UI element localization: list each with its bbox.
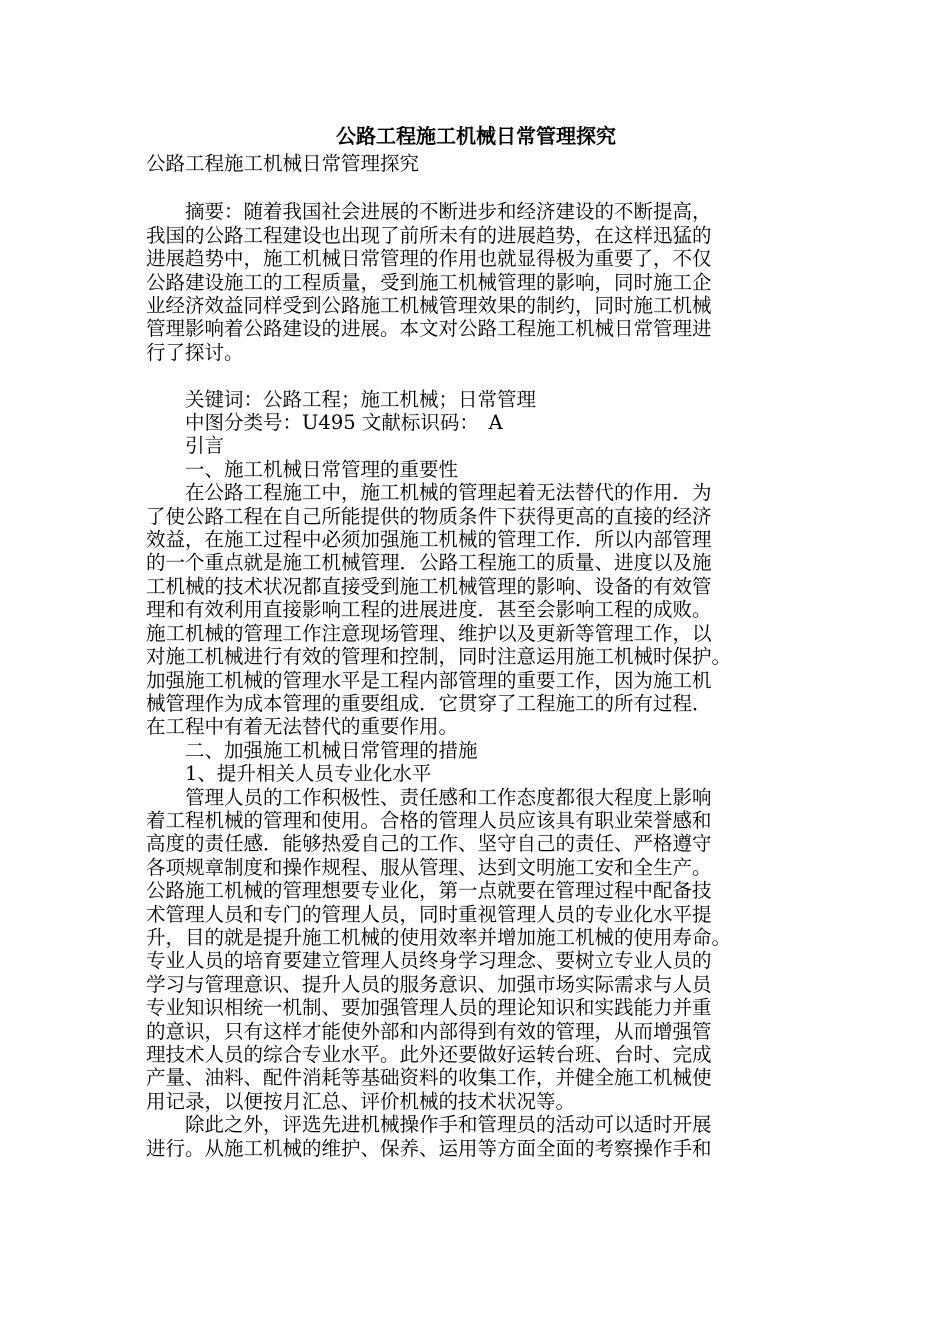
body-line: 各项规章制度和操作规程、服从管理、达到文明施工安和全生产。 (146, 855, 712, 879)
body-line: 了使公路工程在自己所能提供的物质条件下获得更高的直接的经济 (146, 504, 712, 528)
subsection-heading: 1、提升相关人员专业化水平 (146, 762, 432, 786)
body-line: 术管理人员和专门的管理人员，同时重视管理人员的专业化水平提 (146, 902, 712, 926)
section2-paragraph (146, 786, 806, 1114)
section3-paragraph (146, 1113, 806, 1160)
document-page (146, 121, 806, 1160)
blank-line (146, 364, 806, 387)
body-line: 产量、油料、配件消耗等基础资料的收集工作，并健全施工机械使 (146, 1066, 712, 1090)
section-heading: 二、加强施工机械日常管理的措施 (146, 738, 478, 762)
abstract-line: 公路建设施工的工程质量，受到施工机械管理的影响，同时施工企 (146, 270, 712, 294)
document-subtitle: 公路工程施工机械日常管理探究 (146, 152, 420, 175)
abstract-line: 摘要：随着我国社会进展的不断进步和经济建设的不断提高， (146, 200, 712, 224)
classification-line: 中图分类号：U495 文献标识码： A (146, 411, 503, 435)
body-line: 械管理作为成本管理的重要组成．它贯穿了工程施工的所有过程． (146, 691, 712, 715)
body-line: 施工机械的管理工作注意现场管理、维护以及更新等管理工作，以 (146, 621, 712, 645)
abstract-line: 业经济效益同样受到公路施工机械管理效果的制约，同时施工机械 (146, 294, 712, 318)
body-line: 着工程机械的管理和使用。合格的管理人员应该具有职业荣誉感和 (146, 808, 712, 832)
body-line: 高度的责任感．能够热爱自己的工作、坚守自己的责任、严格遵守 (146, 832, 712, 856)
body-line: 用记录，以便按月汇总、评价机械的技术状况等。 (146, 1089, 576, 1113)
body-line: 的一个重点就是施工机械管理．公路工程施工的质量、进度以及施 (146, 551, 712, 575)
body-line: 理和有效利用直接影响工程的进展进度．甚至会影响工程的成败。 (146, 598, 712, 622)
body-line: 理技术人员的综合专业水平。此外还要做好运转台班、台时、完成 (146, 1043, 712, 1066)
abstract-line: 我国的公路工程建设也出现了前所未有的进展趋势，在这样迅猛的 (146, 223, 712, 247)
body-line: 公路施工机械的管理想要专业化，第一点就要在管理过程中配备技 (146, 879, 712, 903)
body-line: 加强施工机械的管理水平是工程内部管理的重要工作，因为施工机 (146, 668, 712, 692)
body-line: 进行。从施工机械的维护、保养、运用等方面全面的考察操作手和 (146, 1136, 712, 1160)
abstract-paragraph (146, 200, 806, 364)
body-line: 学习与管理意识、提升人员的服务意识、加强市场实际需求与人员 (146, 972, 712, 996)
body-line: 专业知识相统一机制、要加强管理人员的理论知识和实践能力并重 (146, 996, 712, 1020)
introduction-heading: 引言 (146, 434, 225, 458)
keywords-line: 关键词：公路工程；施工机械；日常管理 (146, 387, 537, 411)
body-line: 在工程中有着无法替代的重要作用。 (146, 715, 459, 739)
body-line: 的意识，只有这样才能使外部和内部得到有效的管理，从而增强管 (146, 1019, 712, 1043)
body-line: 升，目的就是提升施工机械的使用效率并增加施工机械的使用寿命。 (146, 925, 732, 949)
section-heading: 一、施工机械日常管理的重要性 (146, 457, 459, 481)
body-line: 专业人员的培育要建立管理人员终身学习理念、要树立专业人员的 (146, 949, 712, 973)
body-line: 除此之外，评选先进机械操作手和管理员的活动可以适时开展 (146, 1113, 712, 1137)
body-line: 在公路工程施工中，施工机械的管理起着无法替代的作用．为 (146, 481, 712, 505)
abstract-line: 进展趋势中，施工机械日常管理的作用也就显得极为重要了，不仅 (146, 247, 712, 271)
abstract-line: 管理影响着公路建设的进展。本文对公路工程施工机械日常管理进 (146, 317, 712, 341)
body-line: 对施工机械进行有效的管理和控制，同时注意运用施工机械时保护。 (146, 645, 732, 669)
body-line: 工机械的技术状况都直接受到施工机械管理的影响、设备的有效管 (146, 574, 712, 598)
abstract-line: 行了探讨。 (146, 340, 244, 364)
body-line: 管理人员的工作积极性、责任感和工作态度都很大程度上影响 (146, 785, 712, 809)
section1-paragraph (146, 481, 806, 738)
document-title: 公路工程施工机械日常管理探究 (336, 124, 616, 148)
body-line: 效益，在施工过程中必须加强施工机械的管理工作．所以内部管理 (146, 528, 712, 552)
section2-headings (146, 739, 806, 786)
blank-line (146, 177, 806, 200)
meta-block (146, 388, 806, 482)
